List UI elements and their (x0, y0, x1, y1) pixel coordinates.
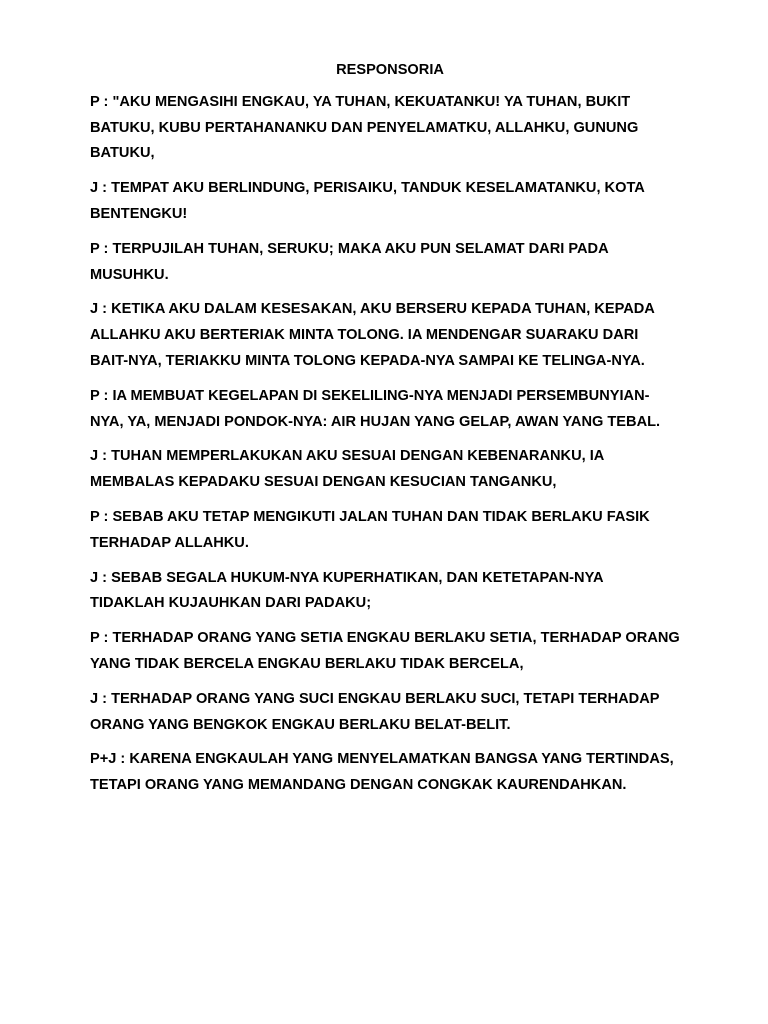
responsory-paragraph: P+J : KARENA ENGKAULAH YANG MENYELAMATKAN BANGSA YANG TERTINDAS, TETAPI ORANG YANG MEMANDANG DENGAN CONGKAK KAURENDAHKAN. (90, 751, 674, 794)
responsory-paragraph: J : KETIKA AKU DALAM KESESAKAN, AKU BERSERU KEPADA TUHAN, KEPADA ALLAHKU AKU BERTERIAK MINTA TOLONG. IA MENDENGAR SUARAKU DARI BAIT-NYA, TERIAKKU MINTA TOLONG KEPADA-NYA SAMPAI KE TELINGA-NYA. (90, 301, 655, 369)
responsory-paragraph: J : SEBAB SEGALA HUKUM-NYA KUPERHATIKAN, DAN KETETAPAN-NYA TIDAKLAH KUJAUHKAN DARI PADAKU; (90, 569, 604, 612)
document-title: RESPONSORIA (336, 62, 444, 78)
responsory-paragraph: J : TEMPAT AKU BERLINDUNG, PERISAIKU, TANDUK KESELAMATANKU, KOTA BENTENGKU! (90, 180, 645, 222)
responsory-paragraph: P : TERHADAP ORANG YANG SETIA ENGKAU BERLAKU SETIA, TERHADAP ORANG YANG TIDAK BERCELA ENGKAU BERLAKU TIDAK BERCELA, (90, 630, 680, 672)
responsory-paragraph: P : SEBAB AKU TETAP MENGIKUTI JALAN TUHAN DAN TIDAK BERLAKU FASIK TERHADAP ALLAHKU. (90, 508, 650, 551)
responsory-paragraph: J : TERHADAP ORANG YANG SUCI ENGKAU BERLAKU SUCI, TETAPI TERHADAP ORANG YANG BENGKOK ENGKAU BERLAKU BELAT-BELIT. (90, 690, 660, 733)
responsory-paragraph: P : "AKU MENGASIHI ENGKAU, YA TUHAN, KEKUATANKU! YA TUHAN, BUKIT BATUKU, KUBU PERTAHANANKU DAN PENYELAMATKU, ALLAHKU, GUNUNG BATUKU, (90, 93, 639, 162)
responsory-paragraph: J : TUHAN MEMPERLAKUKAN AKU SESUAI DENGAN KEBENARANKU, IA MEMBALAS KEPADAKU SESUAI DENGAN KESUCIAN TANGANKU, (90, 448, 605, 491)
document-page (90, 58, 690, 808)
responsory-paragraph: P : TERPUJILAH TUHAN, SERUKU; MAKA AKU PUN SELAMAT DARI PADA MUSUHKU. (90, 240, 609, 283)
responsory-paragraph: P : IA MEMBUAT KEGELAPAN DI SEKELILING-NYA MENJADI PERSEMBUNYIAN- NYA, YA, MENJADI PONDOK-NYA: AIR HUJAN YANG GELAP, AWAN YANG TEBAL. (90, 387, 661, 430)
